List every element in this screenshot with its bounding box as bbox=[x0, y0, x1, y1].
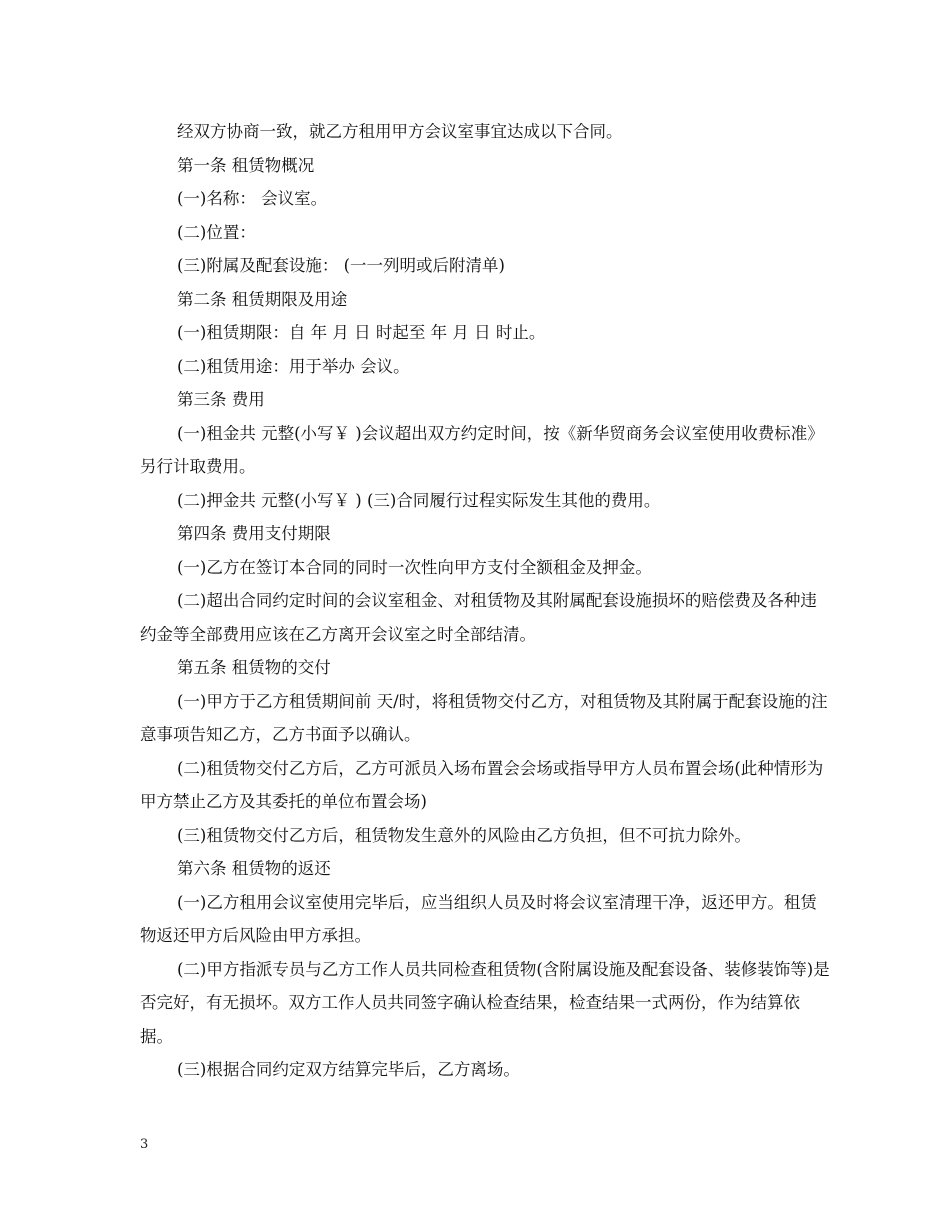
article-2-item-2: (二)租赁用途：用于举办 会议。 bbox=[177, 356, 410, 376]
article-1-item-1: (一)名称： 会议室。 bbox=[177, 189, 328, 208]
article-2-heading: 第二条 租赁期限及用途 bbox=[177, 289, 348, 309]
article-3-heading: 第三条 费用 bbox=[177, 390, 265, 409]
article-1-item-3: (三)附属及配套设施： (一一列明或后附清单) bbox=[177, 256, 505, 275]
paragraph-intro: 经双方协商一致，就乙方租用甲方会议室事宜达成以下合同。 bbox=[177, 122, 623, 141]
article-6-item-3: (三)根据合同约定双方结算完毕后，乙方离场。 bbox=[177, 1060, 520, 1079]
article-5-item-1: (一)甲方于乙方租赁期间前 天/时，将租赁物交付乙方，对租赁物及其附属于配套设施的注意事项告知乙方，乙方书面予以确认。 bbox=[140, 691, 828, 744]
article-6-item-2: (二)甲方指派专员与乙方工作人员共同检查租赁物(含附属设施及配套设备、装修装饰等)是否完好，有无损坏。双方工作人员共同签字确认检查结果，检查结果一式两份，作为结算依据。 bbox=[140, 959, 830, 1046]
article-1-item-2: (二)位置： bbox=[177, 222, 256, 242]
contract-body bbox=[140, 115, 830, 1087]
article-6-item-1: (一)乙方租用会议室使用完毕后，应当组织人员及时将会议室清理干净，返还甲方。租赁物返还甲方后风险由甲方承担。 bbox=[140, 892, 817, 945]
article-2-item-1: (一)租赁期限：自 年 月 日 时起至 年 月 日 时止。 bbox=[177, 323, 546, 342]
article-3-item-2: (二)押金共 元整(小写￥ ) (三)合同履行过程实际发生其他的费用。 bbox=[177, 490, 661, 510]
article-4-heading: 第四条 费用支付期限 bbox=[177, 524, 331, 543]
page-number: 3 bbox=[140, 1137, 149, 1152]
article-1-heading: 第一条 租赁物概况 bbox=[177, 155, 315, 175]
article-3-item-1: (一)租金共 元整(小写￥ )会议超出双方约定时间，按《新华贸商务会议室使用收费标准》另行计取费用。 bbox=[140, 423, 824, 476]
article-4-item-1: (一)乙方在签订本合同的同时一次性向甲方支付全额租金及押金。 bbox=[177, 557, 652, 577]
article-5-item-2: (二)租赁物交付乙方后，乙方可派员入场布置会会场或指导甲方人员布置会场(此种情形为甲方禁止乙方及其委托的单位布置会场) bbox=[140, 758, 824, 811]
article-5-item-3: (三)租赁物交付乙方后，租赁物发生意外的风险由乙方负担，但不可抗力除外。 bbox=[177, 825, 751, 845]
article-6-heading: 第六条 租赁物的返还 bbox=[177, 859, 331, 878]
article-5-heading: 第五条 租赁物的交付 bbox=[177, 658, 331, 677]
article-4-item-2: (二)超出合同约定时间的会议室租金、对租赁物及其附属配套设施损坏的赔偿费及各种违约金等全部费用应该在乙方离开会议室之时全部结清。 bbox=[140, 591, 817, 644]
